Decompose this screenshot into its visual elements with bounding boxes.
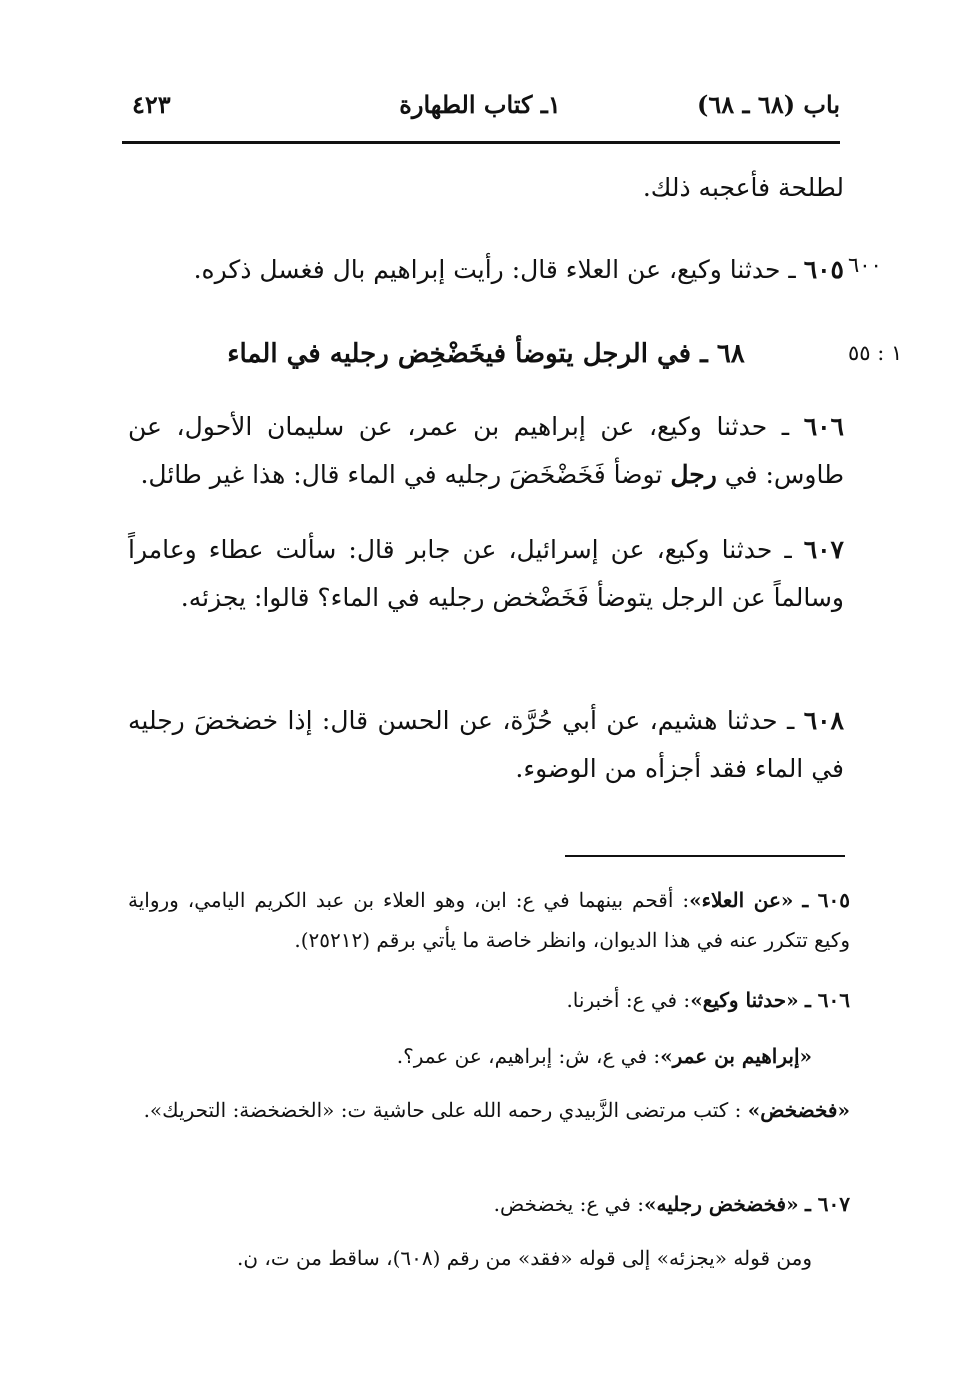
- hadith-text: ـ حدثنا وكيع، عن العلاء قال: رأيت إبراهيم بال فغسل ذكره.: [193, 255, 804, 284]
- footnote-606-khadkhada: [128, 1090, 850, 1130]
- hadith-608: [128, 697, 844, 793]
- page-number: ٤٢٣: [132, 90, 171, 119]
- footnote-number: ٦٠٦ ـ: [804, 988, 850, 1012]
- footnote-separator: [565, 855, 845, 857]
- hadith-text: ـ حدثنا وكيع، عن إبراهيم بن عمر، عن سليمان الأحول، عن طاوس: في: [128, 412, 844, 489]
- hadith-number: ٦٠٧: [803, 535, 844, 564]
- continuation-line: [128, 164, 844, 212]
- footnote-keyword: «عن العلاء»: [689, 888, 794, 912]
- hadith-606: [128, 403, 844, 499]
- footnote-text: : كتب مرتضى الزَّبيدي رحمه الله على حاشية ت: «الخضخضة: التحريك».: [143, 1098, 748, 1122]
- chapter-range: باب (٦٨ ـ ٦٨): [697, 90, 840, 119]
- footnote-keyword: «فخضخض رجليه»: [643, 1192, 799, 1216]
- footnote-607-omission: [128, 1238, 850, 1278]
- hadith-number: ٦٠٨: [803, 706, 844, 735]
- footnote-605: [128, 880, 850, 960]
- footnote-text: ومن قوله «يجزئه» إلى قوله «فقد» من رقم (٦٠٨)، ساقط من ت، ن.: [237, 1246, 812, 1270]
- emphasized-word: رجل: [670, 460, 717, 489]
- hadith-607: [128, 526, 844, 622]
- book-title: ١ـ كتاب الطهارة: [399, 90, 561, 119]
- margin-reference-600: ٦٠٠: [848, 253, 882, 277]
- hadith-text: ـ حدثنا وكيع، عن إسرائيل، عن جابر قال: سألت عطاء وعامراً وسالماً عن الرجل يتوضأ فَخَضْخض رجليه في الماء؟ قالوا: يجزئه.: [128, 535, 844, 612]
- footnote-text: : أقحم بينهما في ع: ابن، وهو العلاء بن عبد الكريم اليامي، ورواية وكيع تتكرر عنه في هذا الديوان، وانظر خاصة ما يأتي برقم (٢٥٢١٢).: [128, 888, 850, 952]
- hadith-text-continued: توضأ فَخَضْخَضَ رجليه في الماء قال: هذا غير طائل.: [140, 460, 671, 489]
- footnote-text: : في ع، ش: إبراهيم، عن عمر؟.: [396, 1044, 661, 1068]
- footnote-number: ٦٠٧ ـ: [804, 1192, 850, 1216]
- footnote-number: ٦٠٥ ـ: [802, 888, 850, 912]
- section-heading: ٦٨ ـ في الرجل يتوضأ فيخَضْخِض رجليه في الماء: [227, 339, 745, 369]
- hadith-text: ـ حدثنا هشيم، عن أبي حُرَّة، عن الحسن قال: إذا خضخضَ رجليه في الماء فقد أجزأه من الوضوء.: [128, 706, 844, 783]
- continuation-text: لطلحة فأعجبه ذلك.: [642, 173, 844, 202]
- header-rule: [122, 141, 840, 144]
- footnote-keyword: «حدثنا وكيع»: [690, 988, 799, 1012]
- margin-reference-volume: ١ : ٥٥: [848, 341, 903, 365]
- hadith-number: ٦٠٥: [803, 255, 844, 284]
- hadith-number: ٦٠٦: [803, 412, 844, 441]
- footnote-text: : في ع: يخضخض.: [493, 1192, 644, 1216]
- hadith-605: [128, 246, 844, 294]
- footnote-606: [128, 980, 850, 1020]
- footnote-606-ibrahim: [128, 1036, 850, 1076]
- footnote-text: : في ع: أخبرنا.: [566, 988, 691, 1012]
- running-header: [120, 90, 840, 130]
- footnote-keyword: «إبراهيم بن عمر»: [660, 1044, 812, 1068]
- footnote-607: [128, 1184, 850, 1224]
- footnote-keyword: «فخضخض»: [747, 1098, 850, 1122]
